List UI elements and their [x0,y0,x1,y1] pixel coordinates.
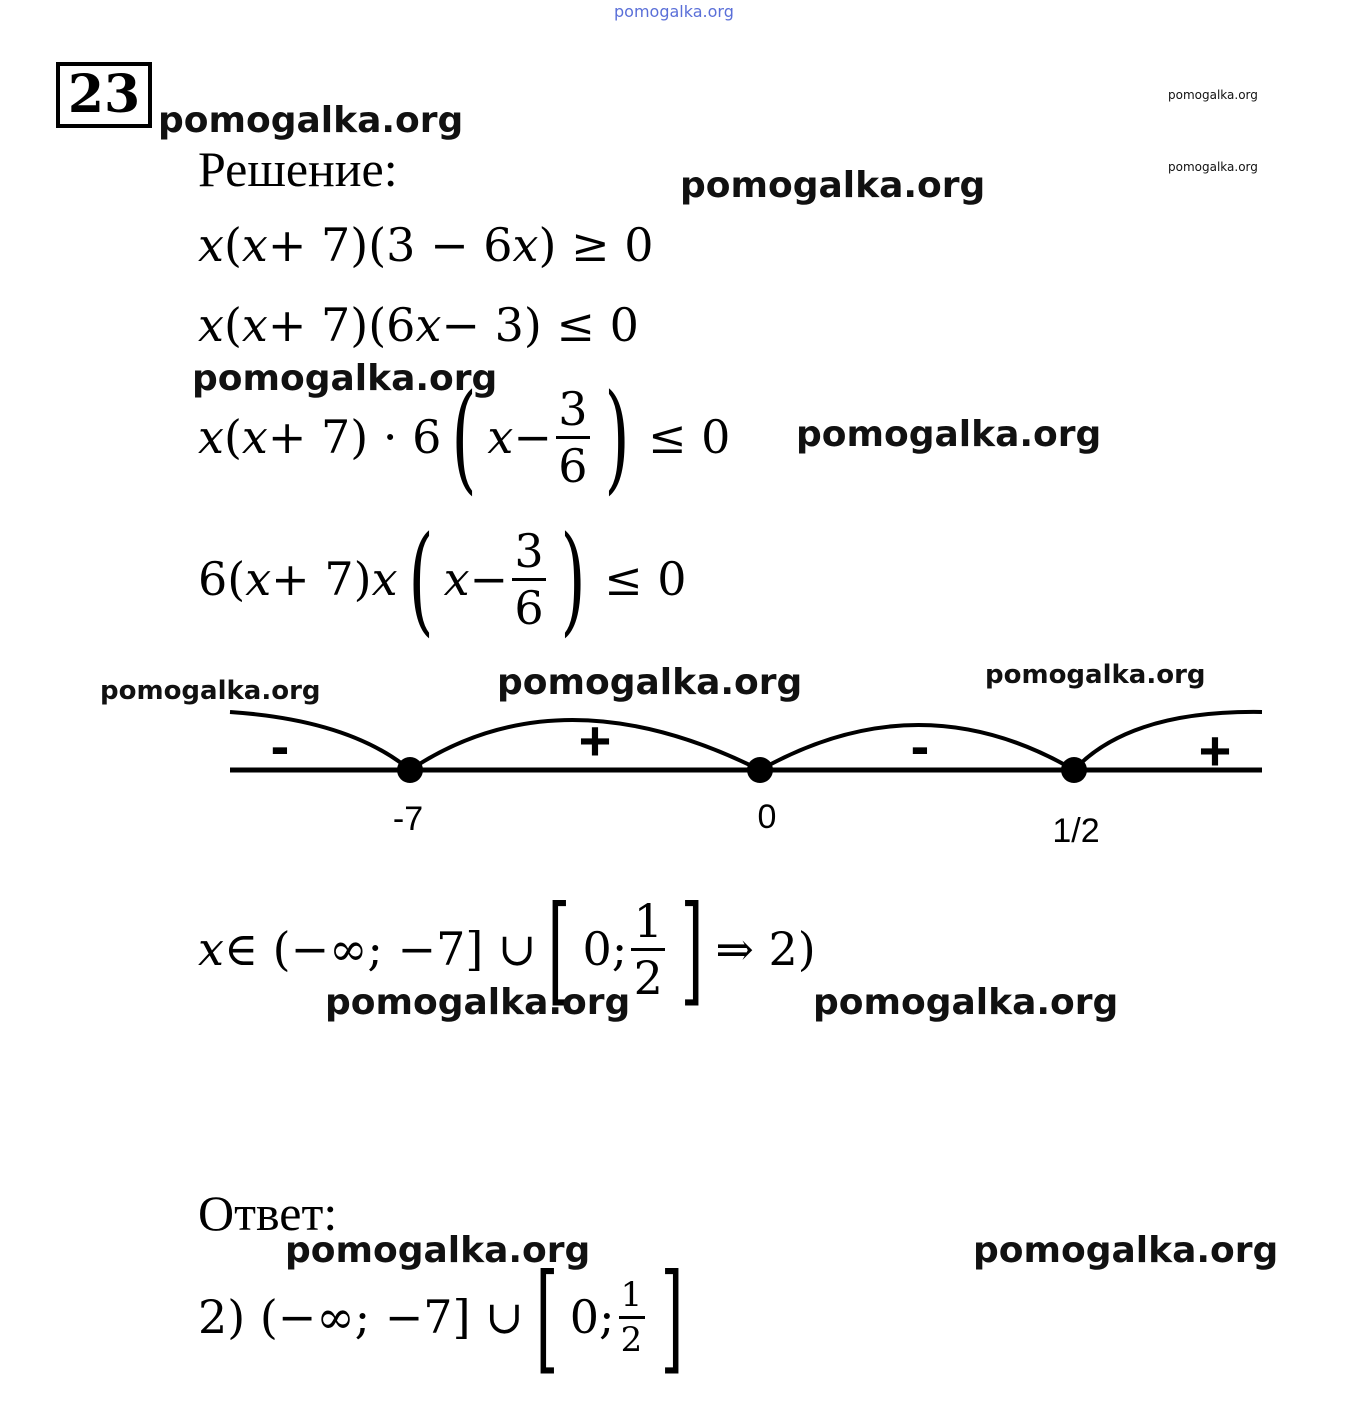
watermark: pomogalka.org [985,660,1206,690]
point-label: 0 [757,798,777,836]
watermark: pomogalka.org [1168,160,1258,174]
equation-line-2: x ( x + 7)(6 x − 3) ≤ 0 [198,298,639,352]
watermark: pomogalka.org [100,676,321,706]
sign-label: + [1198,719,1232,782]
answer-heading: Ответ: [198,1185,338,1241]
sign-label: + [578,709,612,772]
sign-label: - [270,714,290,777]
equation-line-4: 6( x + 7) x ( x − $\frac{3}{6}$ ) ≤ 0 [198,510,687,648]
point-dot [747,757,773,783]
watermark: pomogalka.org [192,358,498,399]
task-number-box: 23 [56,62,152,128]
fraction-1-2: $\frac{1}{2}$ [631,898,665,1001]
number-line [0,690,1345,860]
watermark: pomogalka.org [1168,88,1258,102]
answer-line: 2) (−∞; −7] ∪ [ 0; $\frac{1}{2}$ ] [198,1248,684,1386]
watermark: pomogalka.org [325,982,631,1023]
watermark: pomogalka.org [285,1230,591,1271]
sign-arc [1074,712,1262,770]
equation-line-3: x ( x + 7) · 6 ( x − $\frac{3}{6}$ ) ≤ 0 [198,368,731,506]
watermark-top: pomogalka.org [614,2,734,21]
fraction-3-6: $\frac{3}{6}$ [556,386,590,489]
watermark: pomogalka.org [813,982,1119,1023]
sign-label: - [910,714,930,777]
fraction-1-2: $\frac{1}{2}$ [619,1278,645,1357]
fraction-3-6: $\frac{3}{6}$ [512,528,546,631]
solution-heading: Решение: [198,141,398,197]
watermark: pomogalka.org [973,1230,1279,1271]
point-dot [1061,757,1087,783]
watermark: pomogalka.org [158,100,464,141]
result-line: x ∈ (−∞; −7] ∪ [ 0; $\frac{1}{2}$ ] ⇒ 2) [198,880,816,1018]
point-dot [397,757,423,783]
equation-line-1: x ( x + 7)(3 − 6 x ) ≥ 0 [198,218,654,272]
sign-arc [230,712,410,770]
point-label: 1/2 [1052,812,1100,850]
watermark: pomogalka.org [796,414,1102,455]
watermark: pomogalka.org [680,165,986,206]
point-label: -7 [392,800,424,838]
watermark: pomogalka.org [497,662,803,703]
